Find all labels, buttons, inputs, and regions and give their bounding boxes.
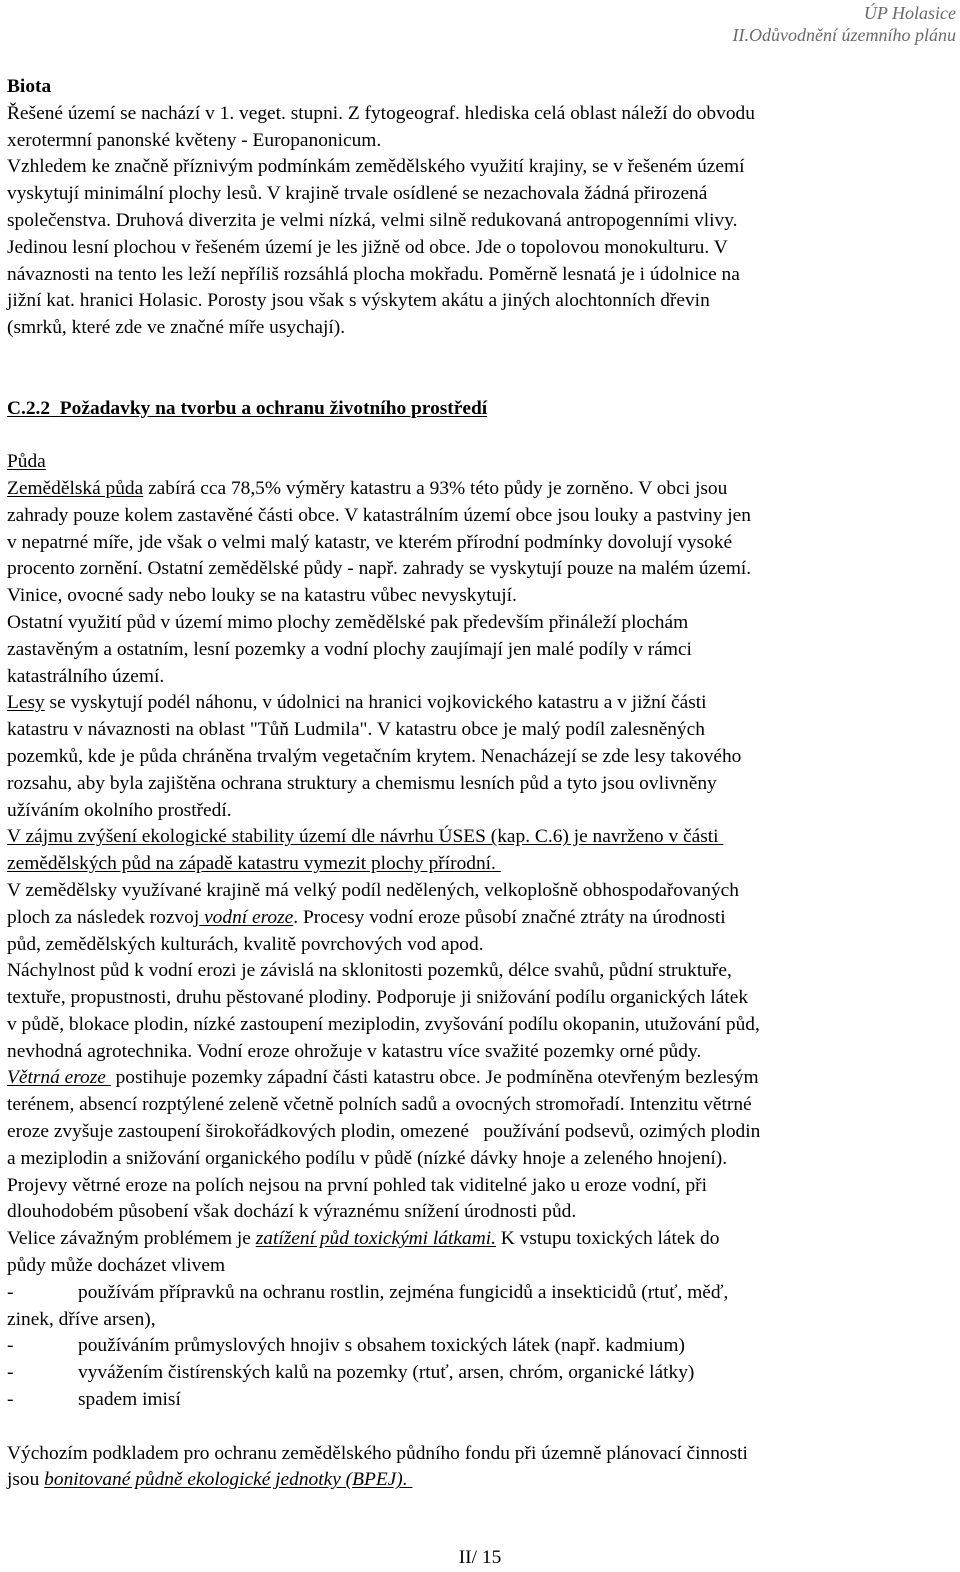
puda-line: rozsahu, aby byla zajištěna ochrana struktury a chemismu lesních půd a tyto jsou ovlivněny [7, 772, 717, 794]
biota-line: (smrků, které zde ve značné míře usychají). [7, 317, 346, 339]
puda-line: v půdě, blokace plodin, nízké zastoupení meziplodin, zvyšování podílu okopanin, utužování půd, [7, 1013, 760, 1035]
puda-line: terénem, absencí rozptýlené zeleně včetně polních sadů a ovocných stromořadí. Intenzitu větrné [7, 1094, 752, 1116]
puda-line: dlouhodobém působení však dochází k výraznému snížení úrodnosti půd. [7, 1201, 577, 1223]
document-header [733, 2, 956, 46]
document-body [7, 74, 957, 1494]
puda-line: Lesy se vyskytují podél náhonu, v údolnici na hranici vojkovického katastru a v jižní části [7, 692, 707, 714]
puda-line: Náchylnost půd k vodní erozi je závislá na sklonitosti pozemků, délce svahů, půdní struktuře, [7, 960, 732, 982]
puda-line: ploch za následek rozvoj vodní eroze. Procesy vodní eroze působí značné ztráty na úrodnosti [7, 906, 726, 928]
list-item: - používáním průmyslových hnojiv s obsahem toxických látek (např. kadmium) [7, 1335, 685, 1357]
header-subtitle: II.Odůvodnění územního plánu [732, 25, 956, 45]
puda-line: procento zornění. Ostatní zemědělské půdy - např. zahrady se vyskytují pouze na malém území. [7, 558, 752, 580]
list-item: - vyvážením čistírenských kalů na pozemky (rtuť, arsen, chróm, organické látky) [7, 1362, 695, 1384]
toxic-term: zatížení půd toxickými látkami. [255, 1228, 496, 1250]
puda-line: zahrady pouze kolem zastavěné části obce. V katastrálním území obce jsou louky a pastviny jen [7, 504, 751, 526]
biota-line: xerotermní panonské květeny - Europanonicum. [7, 129, 382, 151]
puda-line: Zemědělská půda zabírá cca 78,5% výměry katastru a 93% této půdy je zorněno. V obci jsou [7, 477, 728, 499]
puda-line: katastru v návaznosti na oblast "Tůň Ludmila". V katastru obce je malý podíl zalesněných [7, 719, 705, 741]
biota-line: společenstva. Druhová diverzita je velmi nízká, velmi silně redukovaná antropogenními vlivy. [7, 209, 738, 231]
puda-line: katastrálního území. [7, 665, 165, 687]
biota-line: vyskytují minimální plochy lesů. V krajině trvale osídlené se nezachovala žádná přirozená [7, 183, 708, 205]
biota-line: Jedinou lesní plochou v řešeném území je les jižně od obce. Jde o topolovou monokulturu. V [7, 236, 728, 258]
uses-line: V zájmu zvýšení ekologické stability území dle návrhu ÚSES (kap. C.6) je navrženo v části [7, 826, 724, 848]
puda-line: Projevy větrné eroze na polích nejsou na první pohled tak viditelné jako u eroze vodní, při [7, 1174, 708, 1196]
biota-line: jižní kat. hranici Holasic. Porosty jsou však s výskytem akátu a jiných alochtonních dřevin [7, 290, 710, 312]
puda-line: pozemků, kde je půda chráněna trvalým vegetačním krytem. Nenacházejí se zde lesy takového [7, 745, 742, 767]
zemedelska-puda-term: Zemědělská půda [7, 477, 144, 499]
puda-line: užíváním okolního prostředí. [7, 799, 232, 821]
puda-line: zastavěným a ostatním, lesní pozemky a vodní plochy zaujímají jen malé podíly v rámci [7, 638, 692, 660]
puda-line: Velice závažným problémem je zatížení půd toxickými látkami. K vstupu toxických látek do [7, 1228, 720, 1250]
puda-line: Vinice, ovocné sady nebo louky se na katastru vůbec nevyskytují. [7, 585, 517, 607]
vodni-eroze-term: vodní eroze [199, 906, 294, 928]
lesy-term: Lesy [7, 692, 45, 714]
puda-line: půdy může docházet vlivem [7, 1255, 226, 1277]
section-number: C.2.2 [7, 397, 51, 419]
puda-line: a meziplodin a snižování organického podílu v půdě (nízké dávky hnoje a zeleného hnojení). [7, 1147, 728, 1169]
puda-line: V zemědělsky využívané krajině má velký podíl nedělených, velkoplošně obhospodařovaných [7, 879, 739, 901]
biota-line: Řešené území se nachází v 1. veget. stupni. Z fytogeograf. hlediska celá oblast náleží do obvodu [7, 102, 755, 124]
puda-line: Ostatní využití půd v území mimo plochy zemědělské pak především přináleží plochám [7, 611, 689, 633]
final-line: Výchozím podkladem pro ochranu zemědělského půdního fondu při územně plánovací činnosti [7, 1442, 748, 1464]
puda-line: textuře, propustnosti, druhu pěstované plodiny. Podporuje ji snižování podílu organických látek [7, 987, 749, 1009]
biota-line: návaznosti na tento les leží nepříliš rozsáhlá plocha mokřadu. Poměrně lesnatá je i údolnice na [7, 263, 740, 285]
puda-line: v nepatrné míře, jde však o velmi malý katastr, ve kterém přírodní podmínky dovolují vysoké [7, 531, 733, 553]
list-item-continuation: zinek, dříve arsen), [7, 1308, 156, 1330]
header-title: ÚP Holasice [863, 3, 956, 23]
list-item: - používám přípravků na ochranu rostlin, zejména fungicidů a insekticidů (rtuť, měď, [7, 1281, 729, 1303]
puda-line: Větrná eroze postihuje pozemky západní části katastru obce. Je podmíněna otevřeným bezlesým [7, 1067, 759, 1089]
page-number: II/ 15 [458, 1547, 502, 1568]
uses-line: zemědělských půd na západě katastru vymezit plochy přírodní. [7, 853, 501, 875]
biota-heading: Biota [7, 76, 52, 97]
puda-line: půd, zemědělských kulturách, kvalitě povrchových vod apod. [7, 933, 484, 955]
list-item: - spadem imisí [7, 1389, 181, 1411]
section-title: Požadavky na tvorbu a ochranu životního prostředí [59, 397, 488, 419]
puda-line: eroze zvyšuje zastoupení širokořádkových plodin, omezené používání podsevů, ozimých plodin [7, 1121, 761, 1143]
section-heading [7, 396, 957, 423]
puda-line: nevhodná agrotechnika. Vodní eroze ohrožuje v katastru více svažité pozemky orné půdy. [7, 1040, 702, 1062]
puda-heading: Půda [7, 451, 46, 473]
vetrna-eroze-term: Větrná eroze [7, 1067, 111, 1089]
final-line: jsou bonitované půdně ekologické jednotky (BPEJ). [7, 1469, 408, 1491]
biota-line: Vzhledem ke značně příznivým podmínkám zemědělského využití krajiny, se v řešeném území [7, 156, 745, 178]
bpej-term: bonitované půdně ekologické jednotky (BPEJ). [44, 1469, 408, 1491]
